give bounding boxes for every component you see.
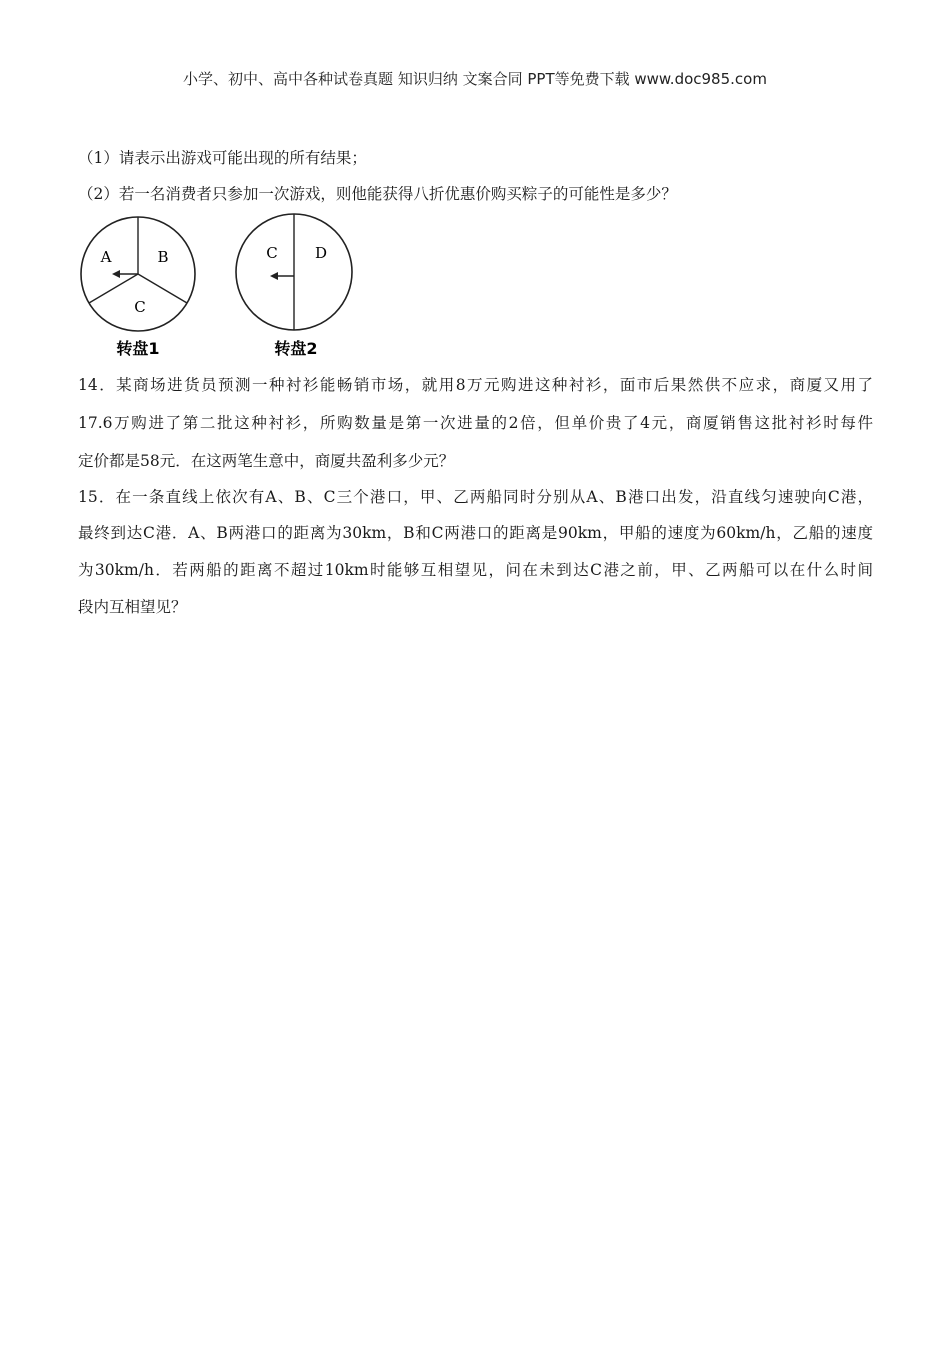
- question-13-part-1: （1）请表示出游戏可能出现的所有结果；: [78, 149, 367, 167]
- spinner-1: [81, 217, 195, 358]
- page-header: 小学、初中、高中各种试卷真题 知识归纳 文案合同 PPT等免费下载 www.doc985.com: [183, 70, 767, 88]
- spinner-2: [236, 214, 352, 358]
- spinner-2-label-d: D: [314, 244, 328, 262]
- spinner-1-label-c: C: [134, 298, 146, 316]
- spinner-1-label-b: B: [157, 248, 169, 266]
- question-15-line-4: 段内互相望见？: [78, 598, 187, 616]
- question-15-line-1: [78, 486, 873, 508]
- question-14-text-1: 14．某商场进货员预测一种衬衫能畅销市场，就用8万元购进这种衬衫，面市后果然供不应求，商厦又用了: [78, 376, 873, 394]
- question-15-text-2: 最终到达C港．A、B两港口的距离为30km，B和C两港口的距离是90km，甲船的速度为60km/h，乙船的速度: [78, 524, 873, 542]
- spinner-2-caption: 转盘2: [274, 339, 318, 358]
- question-15-line-2: [78, 522, 873, 544]
- question-15-line-3: [78, 559, 873, 581]
- spinner-1-label-a: A: [100, 248, 112, 266]
- question-13-part-2: （2）若一名消费者只参加一次游戏，则他能获得八折优惠价购买粽子的可能性是多少？: [78, 185, 677, 203]
- spinner-1-caption: 转盘1: [116, 339, 160, 358]
- question-14-text-2: 17.6万购进了第二批这种衬衫，所购数量是第一次进量的2倍，但单价贵了4元，商厦销售这批衬衫时每件: [78, 414, 873, 432]
- spinner-2-label-c: C: [266, 244, 278, 262]
- question-15-text-1: 15．在一条直线上依次有A、B、C三个港口，甲、乙两船同时分别从A、B港口出发，沿直线匀速驶向C港，: [78, 488, 873, 506]
- question-14-line-2: [78, 412, 873, 434]
- question-14-line-3: 定价都是58元．在这两笔生意中，商厦共盈利多少元？: [78, 452, 455, 470]
- spinner-figure: [70, 210, 370, 365]
- question-15-text-3: 为30km/h．若两船的距离不超过10km时能够互相望见，问在未到达C港之前，甲、乙两船可以在什么时间: [78, 561, 873, 579]
- question-14-line-1: [78, 374, 873, 396]
